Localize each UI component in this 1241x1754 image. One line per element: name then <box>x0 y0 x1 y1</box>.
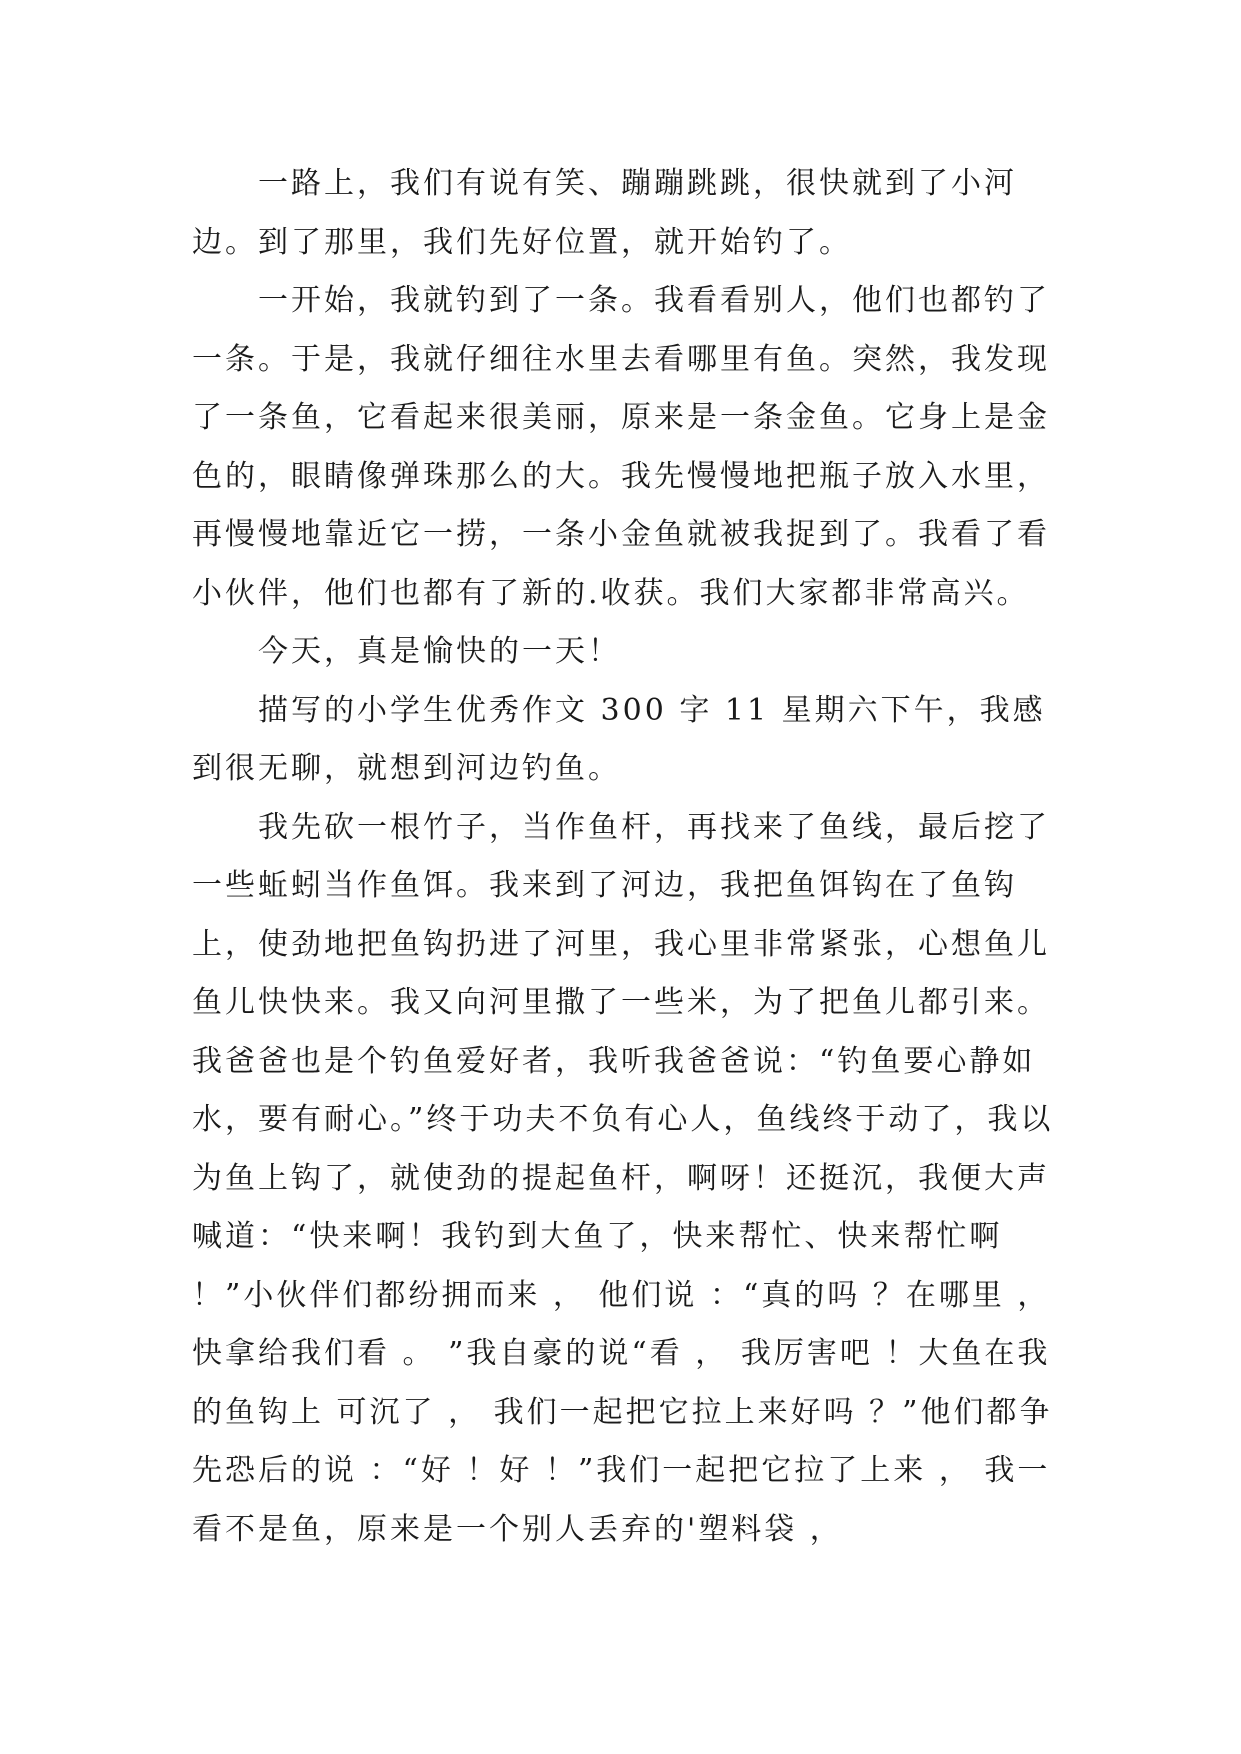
paragraph-3: 今天，真是愉快的一天！ <box>258 634 621 669</box>
essay-body <box>192 155 1072 1559</box>
paragraph-4: 描写的小学生优秀作文 300 字 11 星期六下午，我感到很无聊，就想到河边钓鱼。 <box>192 692 1046 786</box>
paragraph-5: 我先砍一根竹子，当作鱼杆，再找来了鱼线，最后挖了一些蚯蚓当作鱼饵。我来到了河边，我把鱼饵钩在了鱼钩上，使劲地把鱼钩扔进了河里，我心里非常紧张，心想鱼儿鱼儿快快来。我又向河里撒了一些米，为了把鱼儿都引来。我爸爸也是个钓鱼爱好者，我听我爸爸说：“钓鱼要心静如水，要有耐心。”终于功夫不负有心人，鱼线终于动了，我以为鱼上钩了，就使劲的提起鱼杆，啊呀！还挺沉，我便大声喊道：“快来啊！我钓到大鱼了，快来帮忙、快来帮忙啊 ！”小伙伴们都纷拥而来 ， 他们说 ：“真的吗 ？在哪里 ，快拿给我们看 。 ”我自豪的说“看 ， 我厉害吧 ！大鱼在我的鱼钩上 可沉了 ， 我们一起把它拉上来好吗 ？”他们都争先恐后的说 ：“好 ！好 ！”我们一起把它拉了上来 ， 我一看不是鱼，原来是一个别人丢弃的'塑料袋 ， <box>192 809 1054 1547</box>
paragraph-2: 一开始，我就钓到了一条。我看看别人，他们也都钓了一条。于是，我就仔细往水里去看哪里有鱼。突然，我发现了一条鱼，它看起来很美丽，原来是一条金鱼。它身上是金色的，眼睛像弹珠那么的大。我先慢慢地把瓶子放入水里，再慢慢地靠近它一捞，一条小金鱼就被我捉到了。我看了看小伙伴，他们也都有了新的.收获。我们大家都非常高兴。 <box>192 283 1050 611</box>
paragraph-1: 一路上，我们有说有笑、蹦蹦跳跳，很快就到了小河边。到了那里，我们先好位置，就开始钓了。 <box>192 166 1017 260</box>
